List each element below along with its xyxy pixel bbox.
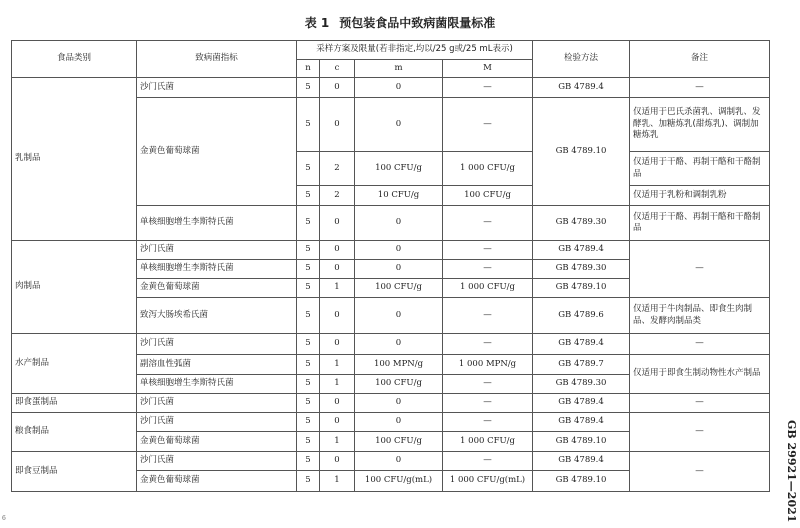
table-row [12, 334, 770, 355]
m-cell: 0 [355, 394, 443, 413]
pathogen-cell: 沙门氏菌 [137, 241, 297, 260]
table-caption: 预包装食品中致病菌限量标准 [339, 16, 496, 30]
M-cell: — [443, 206, 533, 241]
remark-cell: 仅适用于即食生制动物性水产制品 [630, 355, 770, 394]
method-cell: GB 4789.6 [533, 298, 630, 334]
remark-cell: — [630, 241, 770, 298]
c-cell: 2 [320, 186, 355, 206]
m-cell: 100 CFU/g(mL) [355, 471, 443, 492]
category-cell: 水产制品 [12, 334, 137, 394]
n-cell: 5 [297, 432, 320, 452]
n-cell: 5 [297, 452, 320, 471]
M-cell: 100 CFU/g [443, 186, 533, 206]
method-cell: GB 4789.30 [533, 375, 630, 394]
table-row [12, 413, 770, 432]
pathogen-cell: 金黄色葡萄球菌 [137, 471, 297, 492]
method-cell: GB 4789.4 [533, 394, 630, 413]
table-row [12, 78, 770, 98]
header-sampling: 采样方案及限量(若非指定,均以/25 g或/25 mL表示) [297, 41, 533, 60]
remark-cell: 仅适用于巴氏杀菌乳、调制乳、发酵乳、加糖炼乳(甜炼乳)、调制加糖炼乳 [630, 98, 770, 152]
table-title [0, 14, 800, 31]
c-cell: 1 [320, 471, 355, 492]
M-cell: — [443, 260, 533, 279]
remark-cell: — [630, 452, 770, 492]
m-cell: 0 [355, 78, 443, 98]
M-cell: 1 000 MPN/g [443, 355, 533, 375]
n-cell: 5 [297, 375, 320, 394]
table-number: 表 1 [304, 16, 330, 30]
method-cell: GB 4789.10 [533, 471, 630, 492]
n-cell: 5 [297, 260, 320, 279]
c-cell: 0 [320, 394, 355, 413]
category-cell: 即食豆制品 [12, 452, 137, 492]
n-cell: 5 [297, 152, 320, 186]
pathogen-cell: 单核细胞增生李斯特氏菌 [137, 260, 297, 279]
M-cell: — [443, 413, 533, 432]
pathogen-cell: 副溶血性弧菌 [137, 355, 297, 375]
c-cell: 0 [320, 452, 355, 471]
category-cell: 粮食制品 [12, 413, 137, 452]
header-pathogen: 致病菌指标 [137, 41, 297, 78]
m-cell: 10 CFU/g [355, 186, 443, 206]
header-remark: 备注 [630, 41, 770, 78]
m-cell: 0 [355, 98, 443, 152]
method-cell: GB 4789.10 [533, 98, 630, 206]
m-cell: 100 CFU/g [355, 152, 443, 186]
n-cell: 5 [297, 355, 320, 375]
remark-cell: 仅适用于干酪、再制干酪和干酪制品 [630, 152, 770, 186]
c-cell: 1 [320, 355, 355, 375]
header-M: M [443, 60, 533, 78]
pathogen-cell: 金黄色葡萄球菌 [137, 279, 297, 298]
header-n: n [297, 60, 320, 78]
c-cell: 0 [320, 241, 355, 260]
c-cell: 1 [320, 432, 355, 452]
m-cell: 100 CFU/g [355, 279, 443, 298]
m-cell: 0 [355, 452, 443, 471]
pathogen-cell: 金黄色葡萄球菌 [137, 432, 297, 452]
pathogen-limit-table [11, 40, 770, 492]
M-cell: — [443, 78, 533, 98]
c-cell: 0 [320, 413, 355, 432]
pathogen-cell: 沙门氏菌 [137, 394, 297, 413]
n-cell: 5 [297, 78, 320, 98]
table-row [12, 394, 770, 413]
m-cell: 0 [355, 298, 443, 334]
category-cell: 乳制品 [12, 78, 137, 241]
m-cell: 100 MPN/g [355, 355, 443, 375]
method-cell: GB 4789.4 [533, 452, 630, 471]
c-cell: 0 [320, 298, 355, 334]
M-cell: 1 000 CFU/g [443, 152, 533, 186]
pathogen-cell: 沙门氏菌 [137, 334, 297, 355]
m-cell: 0 [355, 413, 443, 432]
M-cell: 1 000 CFU/g(mL) [443, 471, 533, 492]
M-cell: — [443, 98, 533, 152]
remark-cell: 仅适用于干酪、再制干酪和干酪制品 [630, 206, 770, 241]
remark-cell: 仅适用于乳粉和调制乳粉 [630, 186, 770, 206]
n-cell: 5 [297, 279, 320, 298]
n-cell: 5 [297, 413, 320, 432]
header-c: c [320, 60, 355, 78]
n-cell: 5 [297, 186, 320, 206]
method-cell: GB 4789.10 [533, 279, 630, 298]
c-cell: 0 [320, 260, 355, 279]
method-cell: GB 4789.4 [533, 241, 630, 260]
m-cell: 0 [355, 241, 443, 260]
pathogen-cell: 沙门氏菌 [137, 413, 297, 432]
method-cell: GB 4789.4 [533, 334, 630, 355]
page-mark: 6 [2, 515, 6, 522]
n-cell: 5 [297, 394, 320, 413]
remark-cell: — [630, 78, 770, 98]
remark-cell: — [630, 334, 770, 355]
method-cell: GB 4789.10 [533, 432, 630, 452]
remark-cell: — [630, 394, 770, 413]
c-cell: 0 [320, 98, 355, 152]
c-cell: 0 [320, 206, 355, 241]
M-cell: — [443, 452, 533, 471]
method-cell: GB 4789.7 [533, 355, 630, 375]
header-row [12, 41, 770, 60]
table-row [12, 241, 770, 260]
remark-cell: 仅适用于牛肉制品、即食生肉制品、发酵肉制品类 [630, 298, 770, 334]
M-cell: — [443, 298, 533, 334]
c-cell: 2 [320, 152, 355, 186]
M-cell: — [443, 394, 533, 413]
n-cell: 5 [297, 334, 320, 355]
pathogen-cell: 致泻大肠埃希氏菌 [137, 298, 297, 334]
header-m: m [355, 60, 443, 78]
header-category: 食品类别 [12, 41, 137, 78]
category-cell: 肉制品 [12, 241, 137, 334]
c-cell: 0 [320, 334, 355, 355]
M-cell: 1 000 CFU/g [443, 432, 533, 452]
pathogen-cell: 金黄色葡萄球菌 [137, 98, 297, 206]
category-cell: 即食蛋制品 [12, 394, 137, 413]
m-cell: 0 [355, 334, 443, 355]
n-cell: 5 [297, 298, 320, 334]
m-cell: 100 CFU/g [355, 375, 443, 394]
remark-cell: — [630, 413, 770, 452]
m-cell: 100 CFU/g [355, 432, 443, 452]
method-cell: GB 4789.30 [533, 206, 630, 241]
pathogen-cell: 单核细胞增生李斯特氏菌 [137, 206, 297, 241]
method-cell: GB 4789.30 [533, 260, 630, 279]
n-cell: 5 [297, 206, 320, 241]
M-cell: 1 000 CFU/g [443, 279, 533, 298]
n-cell: 5 [297, 471, 320, 492]
m-cell: 0 [355, 260, 443, 279]
pathogen-cell: 单核细胞增生李斯特氏菌 [137, 375, 297, 394]
c-cell: 0 [320, 78, 355, 98]
n-cell: 5 [297, 98, 320, 152]
M-cell: — [443, 375, 533, 394]
M-cell: — [443, 334, 533, 355]
pathogen-cell: 沙门氏菌 [137, 452, 297, 471]
n-cell: 5 [297, 241, 320, 260]
pathogen-cell: 沙门氏菌 [137, 78, 297, 98]
header-method: 检验方法 [533, 41, 630, 78]
m-cell: 0 [355, 206, 443, 241]
c-cell: 1 [320, 375, 355, 394]
method-cell: GB 4789.4 [533, 413, 630, 432]
M-cell: — [443, 241, 533, 260]
method-cell: GB 4789.4 [533, 78, 630, 98]
table-row [12, 452, 770, 471]
standard-number-side-label: GB 29921—2021 [785, 420, 798, 523]
c-cell: 1 [320, 279, 355, 298]
